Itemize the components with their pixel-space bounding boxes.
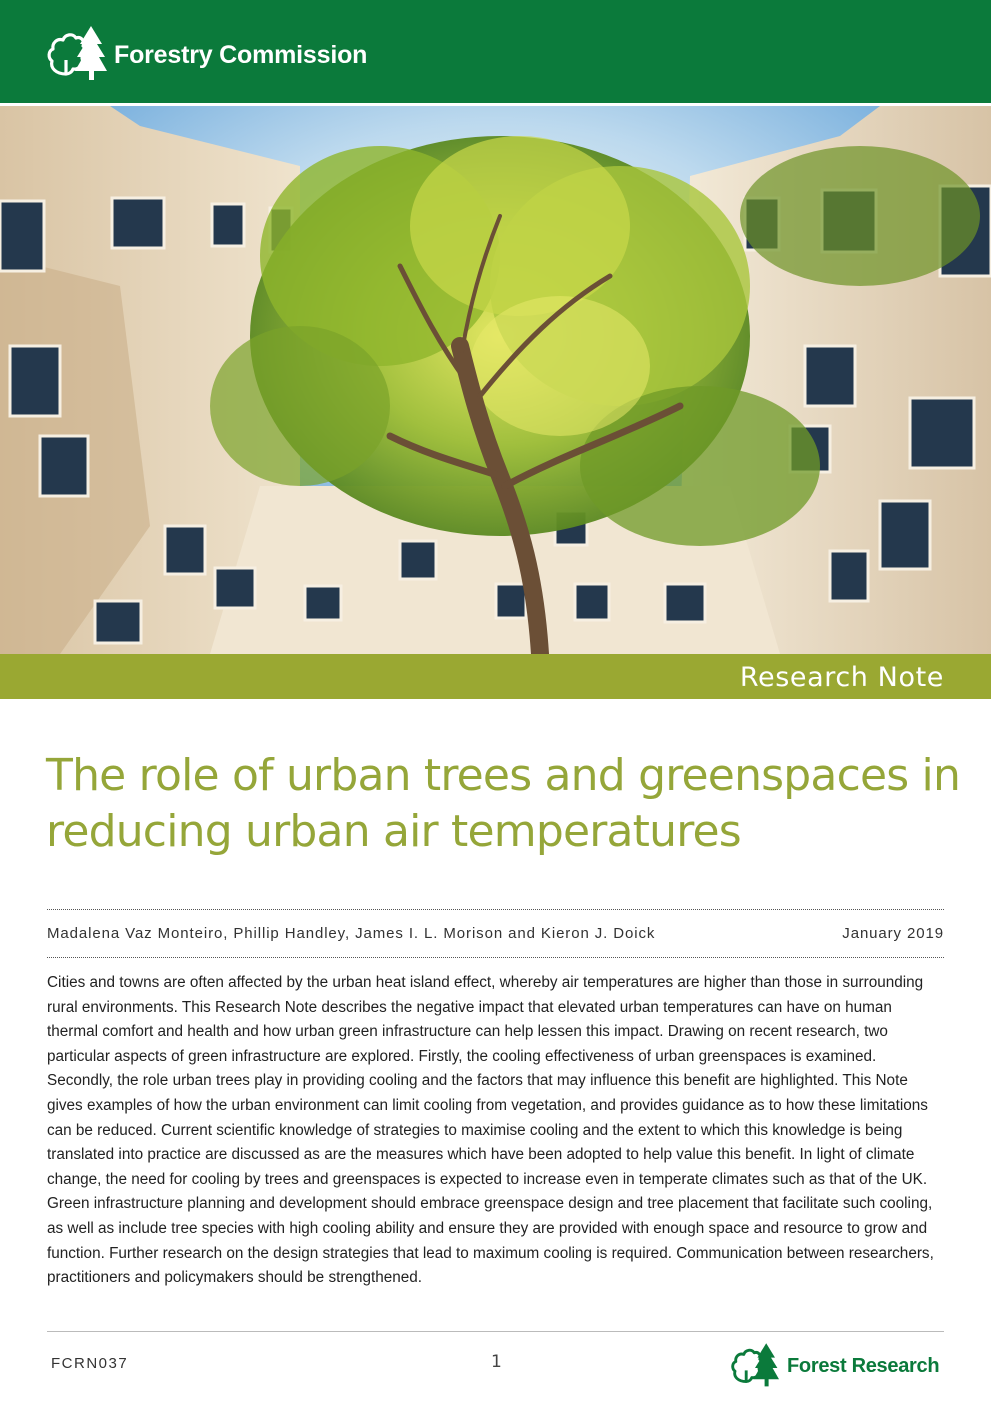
page-number: 1: [491, 1352, 502, 1372]
publisher-name: Forest Research: [787, 1355, 940, 1377]
banner-label: Research Note: [739, 662, 944, 693]
tree-logo-icon: [46, 22, 108, 82]
page-title: The role of urban trees and greenspaces in reducing urban air temperatures: [46, 750, 961, 857]
dotted-divider: [47, 957, 944, 958]
hero-photo: [0, 106, 991, 654]
tree-canopy-courtyard-photo: [0, 106, 991, 654]
research-note-banner: [0, 654, 991, 699]
header-band: [0, 0, 991, 103]
authors: Madalena Vaz Monteiro, Phillip Handley, James I. L. Morison and Kieron J. Doick: [47, 925, 656, 942]
document-code: FCRN037: [51, 1355, 129, 1372]
abstract-paragraph: Cities and towns are often affected by the urban heat island effect, whereby air temperatures are higher than those in surrounding rural environments. This Research Note describes the negative impact that elevated urban temperatures can have on human thermal comfort and health and how urban green infrastructure can help lessen this impact. Drawing on recent research, two particular aspects of green infrastructure are explored. Firstly, the cooling effectiveness of urban greenspaces is examined. Secondly, the role urban trees play in providing cooling and the factors that may influence this benefit are highlighted. This Note gives examples of how the urban environment can limit cooling from vegetation, and provides guidance as to how these limitations can be reduced. Current scientific knowledge of strategies to maximise cooling and the extent to which this knowledge is being translated into practice are discussed as are the measures which have been adopted to help value this benefit. In light of climate change, the need for cooling by trees and greenspaces is expected to increase even in temperate climates such as that of the UK. Green infrastructure planning and development should embrace greenspace design and tree placement that facilitate such cooling, as well as include tree species with high cooling ability and ensure they are provided with enough space and resource to grow and function. Further research on the design strategies that lead to maximum cooling is required. Communication between researchers, practitioners and policymakers should be strengthened.: [47, 974, 934, 1287]
footer-divider: [47, 1331, 944, 1332]
dotted-divider: [47, 909, 944, 910]
tree-logo-icon: [729, 1340, 781, 1388]
org-name: Forestry Commission: [114, 41, 368, 69]
publication-date: January 2019: [842, 925, 944, 942]
